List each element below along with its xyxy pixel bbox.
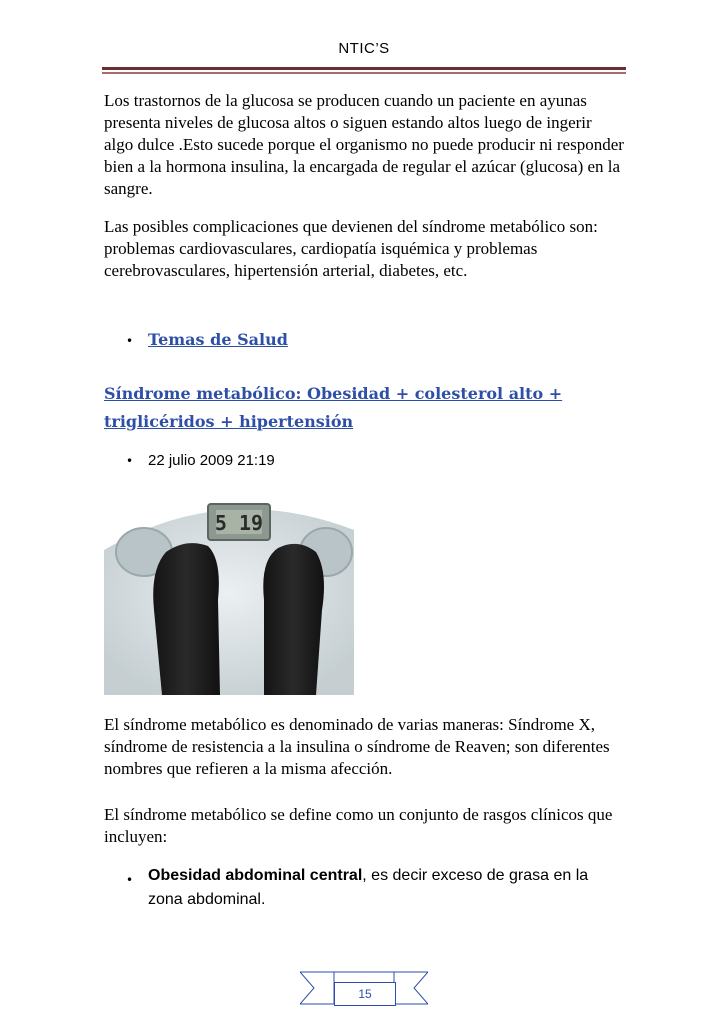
bullet-icon: • [126,454,134,468]
list-item-text [148,864,624,912]
header-rule [102,67,626,70]
link-temas-salud[interactable]: Temas de Salud [148,330,288,349]
list-item-temas [104,330,624,354]
list-item-rest: , es decir exceso de grasa en la zona abdominal. [148,867,589,908]
page-number: 15 [334,982,396,1006]
scale-photo [104,490,434,695]
bullet-icon: • [126,873,134,887]
list-item-obesidad [104,864,624,914]
paragraph-definicion: El síndrome metabólico se define como un conjunto de rasgos clínicos que incluyen: [104,805,613,846]
paragraph-denominaciones: El síndrome metabólico es denominado de varias maneras: Síndrome X, síndrome de resistencia a la insulina o síndrome de Reaven; son diferentes nombres que refieren a la misma afección. [104,715,610,778]
paragraph-complicaciones: Las posibles complicaciones que devienen del síndrome metabólico son: problemas cardiovasculares, cardiopatía isquémica y problemas cerebrovasculares, hipertensión arterial, diabetes, etc. [104,217,598,280]
article-title-link[interactable]: Síndrome metabólico: Obesidad + colesterol alto + triglicéridos + hipertensión [104,384,563,431]
list-item-bold: Obesidad abdominal central [148,867,363,884]
article-date: 22 julio 2009 21:19 [148,452,275,469]
list-item-date [104,452,624,474]
header-rule-thin [102,72,626,74]
bullet-icon: • [126,334,134,348]
page-header: NTIC’S [338,40,390,57]
scale-display-text: 5 19 [214,511,264,535]
paragraph-glucosa: Los trastornos de la glucosa se producen cuando un paciente en ayunas presenta niveles de glucosa altos o siguen estando altos luego de ingerir algo dulce .Esto sucede porque el organismo no puede producir ni responder bien a la hormona insulina, la encargada de regular el azúcar (glucosa) en la sangre. [104,91,624,198]
